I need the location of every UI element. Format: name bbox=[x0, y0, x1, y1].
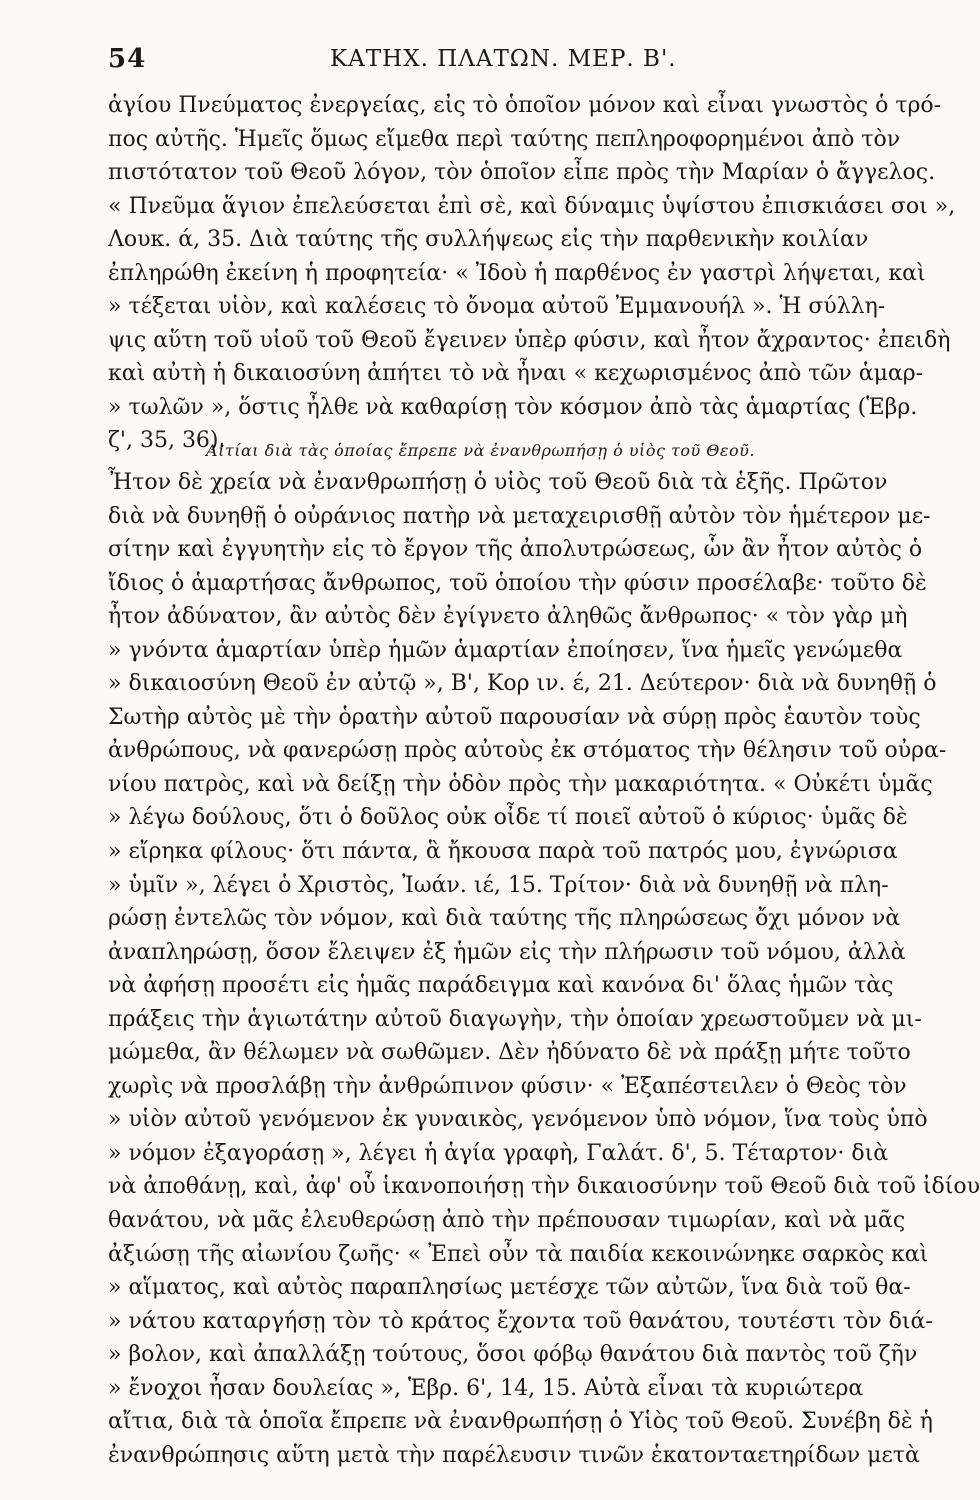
text-line: νὰ ἀποθάνῃ, καὶ, ἀφ' οὗ ἱκανοποιήσῃ τὴν δικαιοσύνην τοῦ Θεοῦ διὰ τοῦ ἰδίου bbox=[108, 1174, 980, 1200]
text-line: ἁγίου Πνεύματος ἐνεργείας, εἰς τὸ ὁποῖον μόνον καὶ εἶναι γνωστὸς ὁ τρό- bbox=[108, 93, 942, 118]
text-line: νὰ ἀφήσῃ προσέτι εἰς ἡμᾶς παράδειγμα καὶ κανόνα δι' ὅλας ἡμῶν τὰς bbox=[108, 973, 894, 999]
page-number: 54 bbox=[108, 44, 147, 74]
text-line: » βολον, καὶ ἀπαλλάξῃ τούτους, ὅσοι φόβῳ θανάτου διὰ παντὸς τοῦ ζῆν bbox=[108, 1342, 918, 1368]
text-line: ρώσῃ ἐντελῶς τὸν νόμον, καὶ διὰ ταύτης τῆς πληρώσεως ὄχι μόνον νὰ bbox=[108, 906, 901, 932]
section-subheading: Αἰτίαι διὰ τὰς ὁποίας ἔπρεπε νὰ ἐνανθρωπήσῃ ὁ υἱὸς τοῦ Θεοῦ. bbox=[206, 441, 755, 460]
text-line: πος αὐτῆς. Ἡμεῖς ὅμως εἴμεθα περὶ ταύτης πεπληροφορημένοι ἀπὸ τὸν bbox=[108, 126, 901, 152]
text-line: » υἱὸν αὐτοῦ γενόμενον ἐκ γυναικὸς, γενόμενον ὑπὸ νόμον, ἵνα τοὺς ὑπὸ bbox=[108, 1107, 928, 1133]
text-line: Ἦτον δὲ χρεία νὰ ἐνανθρωπήσῃ ὁ υἱὸς τοῦ Θεοῦ διὰ τὰ ἑξῆς. Πρῶτον bbox=[108, 470, 888, 495]
text-line: ἦτον ἀδύνατον, ἂν αὐτὸς δὲν ἐγίγνετο ἀληθῶς ἄνθρωπος· « τὸν γὰρ μὴ bbox=[108, 604, 908, 630]
text-line: » δικαιοσύνη Θεοῦ ἐν αὐτῷ », Β', Κορ ιν. έ, 21. Δεύτερον· διὰ νὰ δυνηθῇ ὁ bbox=[108, 671, 937, 697]
text-line: Λουκ. ά, 35. Διὰ ταύτης τῆς συλλήψεως εἰς τὴν παρθενικὴν κοιλίαν bbox=[108, 227, 869, 253]
text-line: ψις αὕτη τοῦ υἱοῦ τοῦ Θεοῦ ἔγεινεν ὑπὲρ φύσιν, καὶ ἦτον ἄχραντος· ἐπειδὴ bbox=[108, 327, 951, 353]
text-line: » τέξεται υἱὸν, καὶ καλέσεις τὸ ὄνομα αὐτοῦ Ἐμμανουήλ ». Ἡ σύλλη- bbox=[108, 294, 886, 320]
text-line: χωρὶς νὰ προσλάβῃ τὴν ἀνθρώπινον φύσιν· « Ἐξαπέστειλεν ὁ Θεὸς τὸν bbox=[108, 1073, 907, 1099]
text-line: θανάτου, νὰ μᾶς ἐλευθερώσῃ ἀπὸ τὴν πρέπουσαν τιμωρίαν, καὶ νὰ μᾶς bbox=[108, 1208, 906, 1234]
text-line: » ἔνοχοι ἦσαν δουλείας », Ἑβρ. 6', 14, 15. Αὐτὰ εἶναι τὰ κυριώτερα bbox=[108, 1375, 864, 1401]
text-line: ἀνθρώπους, νὰ φανερώσῃ πρὸς αὐτοὺς ἐκ στόματος τὴν θέλησιν τοῦ οὐρα- bbox=[108, 738, 947, 764]
text-line: » εἴρηκα φίλους· ὅτι πάντα, ἃ ἤκουσα παρὰ τοῦ πατρός μου, ἐγνώρισα bbox=[108, 839, 898, 865]
text-line: » τωλῶν », ὅστις ἦλθε νὰ καθαρίσῃ τὸν κόσμον ἀπὸ τὰς ἁμαρτίας (Ἑβρ. bbox=[108, 394, 918, 420]
text-line: Σωτὴρ αὐτὸς μὲ τὴν ὁρατὴν αὐτοῦ παρουσίαν νὰ σύρῃ πρὸς ἑαυτὸν τοὺς bbox=[108, 704, 921, 730]
text-line: » ὑμῖν », λέγει ὁ Χριστὸς, Ἰωάν. ιέ, 15. Τρίτον· διὰ νὰ δυνηθῇ νὰ πλη- bbox=[108, 872, 889, 898]
text-line: πιστότατον τοῦ Θεοῦ λόγον, τὸν ὁποῖον εἶπε πρὸς τὴν Μαρίαν ὁ ἄγγελος. bbox=[108, 160, 936, 186]
paragraph-conception bbox=[108, 89, 956, 458]
text-line: διὰ νὰ δυνηθῇ ὁ οὐράνιος πατὴρ νὰ μεταχειρισθῇ αὐτὸν τὸν ἡμέτερον με- bbox=[108, 503, 931, 529]
text-line: » νάτου καταργήσῃ τὸν τὸ κράτος ἔχοντα τοῦ θανάτου, τουτέστι τὸν διά- bbox=[108, 1308, 933, 1334]
text-line: « Πνεῦμα ἅγιον ἐπελεύσεται ἐπὶ σὲ, καὶ δύναμις ὑψίστου ἐπισκιάσει σοι », bbox=[108, 193, 956, 219]
text-line: » νόμον ἐξαγοράσῃ », λέγει ἡ ἁγία γραφὴ, Γαλάτ. δ', 5. Τέταρτον· διὰ bbox=[108, 1140, 889, 1166]
page-header bbox=[108, 44, 853, 84]
text-line: ζ', 35, 36). bbox=[108, 428, 226, 454]
running-head: ΚΑΤΗΧ. ΠΛΑΤΩΝ. ΜΕΡ. Β'. bbox=[330, 46, 677, 72]
paragraph-reasons-incarnation bbox=[108, 466, 980, 1472]
text-line: ἀναπληρώσῃ, ὅσον ἔλειψεν ἐξ ἡμῶν εἰς τὴν πλήρωσιν τοῦ νόμου, ἀλλὰ bbox=[108, 939, 906, 965]
text-line: νίου πατρὸς, καὶ νὰ δείξῃ τὴν ὁδὸν πρὸς τὴν μακαριότητα. « Οὐκέτι ὑμᾶς bbox=[108, 771, 933, 797]
text-line: ἴδιος ὁ ἁμαρτήσας ἄνθρωπος, τοῦ ὁποίου τὴν φύσιν προσέλαβε· τοῦτο δὲ bbox=[108, 570, 927, 596]
text-line: καὶ αὐτὴ ἡ δικαιοσύνη ἀπήτει τὸ νὰ ἦναι « κεχωρισμένος ἀπὸ τῶν ἁμαρ- bbox=[108, 361, 924, 387]
text-line: ἐνανθρώπησις αὕτη μετὰ τὴν παρέλευσιν τινῶν ἑκατονταετηρίδων μετὰ bbox=[108, 1442, 920, 1468]
text-line: πράξεις τὴν ἁγιωτάτην αὐτοῦ διαγωγὴν, τὴν ὁποίαν χρεωστοῦμεν νὰ μι- bbox=[108, 1006, 922, 1032]
text-line: » λέγω δούλους, ὅτι ὁ δοῦλος οὐκ οἶδε τί ποιεῖ αὐτοῦ ὁ κύριος· ὑμᾶς δὲ bbox=[108, 805, 908, 831]
text-line: ἐπληρώθη ἐκείνη ἡ προφητεία· « Ἰδοὺ ἡ παρθένος ἐν γαστρὶ λήψεται, καὶ bbox=[108, 260, 926, 286]
text-line: » αἵματος, καὶ αὐτὸς παραπλησίως μετέσχε τῶν αὐτῶν, ἵνα διὰ τοῦ θα- bbox=[108, 1275, 911, 1301]
text-line: μώμεθα, ἂν θέλωμεν νὰ σωθῶμεν. Δὲν ἠδύνατο δὲ νὰ πράξῃ μήτε τοῦτο bbox=[108, 1040, 911, 1066]
text-line: ἀξιώσῃ τῆς αἰωνίου ζωῆς· « Ἐπεὶ οὖν τὰ παιδία κεκοινώνηκε σαρκὸς καὶ bbox=[108, 1241, 929, 1267]
text-line: σίτην καὶ ἐγγυητὴν εἰς τὸ ἔργον τῆς ἀπολυτρώσεως, ὧν ἂν ἦτον αὐτὸς ὁ bbox=[108, 537, 923, 563]
text-line: αἴτια, διὰ τὰ ὁποῖα ἔπρεπε νὰ ἐνανθρωπήσῃ ὁ Υἱὸς τοῦ Θεοῦ. Συνέβη δὲ ἡ bbox=[108, 1409, 933, 1435]
text-line: » γνόντα ἁμαρτίαν ὑπὲρ ἡμῶν ἁμαρτίαν ἐποίησεν, ἵνα ἡμεῖς γενώμεθα bbox=[108, 637, 903, 663]
